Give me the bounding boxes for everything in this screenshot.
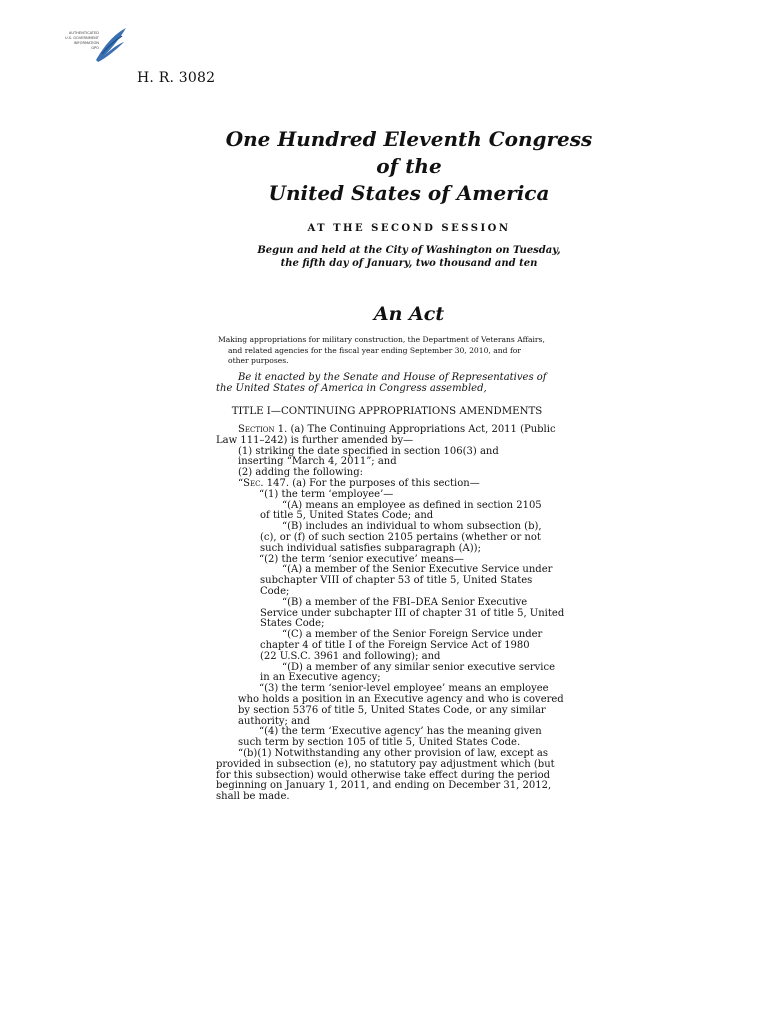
- purpose-statement: [218, 335, 558, 367]
- body-line: “(B) includes an individual to whom subsection (b),: [282, 521, 542, 533]
- body-line: “(3) the term ‘senior-level employee’ means an employee: [259, 683, 549, 695]
- body-line: (2) adding the following:: [238, 467, 363, 479]
- body-line: (1) striking the date specified in section 106(3) and: [238, 445, 499, 457]
- body-line: by section 5376 of title 5, United States Code, or any similar: [238, 704, 546, 716]
- body-line: such term by section 105 of title 5, United States Code.: [238, 737, 521, 749]
- body-line: subchapter VIII of chapter 53 of title 5, United States: [260, 575, 533, 587]
- body-line: Service under subchapter III of chapter 31 of title 5, United: [260, 607, 565, 619]
- body-line: in an Executive agency;: [260, 672, 381, 684]
- congress-title-line-2: of the: [376, 154, 442, 178]
- session-line: AT THE SECOND SESSION: [307, 223, 511, 234]
- body-line: “(2) the term ‘senior executive’ means—: [259, 553, 464, 565]
- congress-title-line-3: United States of America: [268, 181, 550, 205]
- logo-line-4: GPO: [91, 46, 99, 50]
- section-label: “Sec.: [238, 477, 264, 489]
- body-line: “(A) means an employee as defined in section 2105: [282, 499, 542, 511]
- logo-line-3: INFORMATION: [73, 41, 99, 45]
- body-line: “(4) the term ‘Executive agency’ has the meaning given: [259, 726, 542, 738]
- body-text: 147. (a) For the purposes of this section—: [263, 477, 480, 489]
- body-line: Law 111–242) is further amended by—: [216, 434, 414, 446]
- section-label: Section: [238, 424, 275, 435]
- body-line: Code;: [260, 585, 290, 597]
- body-line: who holds a position in an Executive agency and who is covered: [238, 693, 564, 705]
- body-line: States Code;: [260, 618, 325, 630]
- congress-title-line-1: One Hundred Eleventh Congress: [225, 127, 593, 151]
- purpose-line-3: other purposes.: [228, 356, 289, 366]
- begun-line-2: the fifth day of January, two thousand and ten: [280, 258, 538, 269]
- title-heading: TITLE I—CONTINUING APPROPRIATIONS AMENDMENTS: [231, 406, 543, 417]
- body-line: “(A) a member of the Senior Executive Service under: [282, 564, 553, 576]
- bill-number: H. R. 3082: [137, 70, 216, 86]
- body-line: (22 U.S.C. 3961 and following); and: [260, 650, 441, 662]
- logo-line-2: U.S. GOVERNMENT: [64, 36, 99, 40]
- body-line: shall be made.: [216, 791, 290, 803]
- bill-body: [216, 424, 565, 803]
- gpo-authenticated-seal: [52, 24, 130, 68]
- body-text: 1. (a) The Continuing Appropriations Act, 2011 (Public: [274, 424, 556, 435]
- body-line: “(D) a member of any similar senior executive service: [282, 661, 556, 673]
- begun-line-1: Begun and held at the City of Washington on Tuesday,: [257, 245, 561, 256]
- congress-title: [150, 126, 668, 207]
- begun-statement: [150, 244, 668, 270]
- body-line: for this subsection) would otherwise take effect during the period: [216, 769, 550, 781]
- enact-line-1: Be it enacted by the Senate and House of Representatives of: [238, 372, 547, 383]
- body-line: inserting “March 4, 2011”; and: [238, 456, 397, 468]
- an-act-heading: An Act: [373, 303, 445, 325]
- purpose-line-2: and related agencies for the fiscal year ending September 30, 2010, and for: [228, 345, 521, 355]
- body-line: chapter 4 of title I of the Foreign Service Act of 1980: [260, 639, 530, 651]
- logo-line-1: AUTHENTICATED: [68, 31, 99, 35]
- body-line: of title 5, United States Code; and: [260, 510, 434, 522]
- body-line: provided in subsection (e), no statutory pay adjustment which (but: [216, 758, 555, 770]
- enacting-clause: [216, 372, 558, 394]
- body-line: “(1) the term ‘employee’—: [259, 488, 394, 500]
- body-line: such individual satisfies subparagraph (A));: [260, 542, 481, 554]
- body-line: “(B) a member of the FBI–DEA Senior Executive: [282, 596, 528, 608]
- body-line: “(C) a member of the Senior Foreign Service under: [282, 629, 543, 641]
- body-line: “(b)(1) Notwithstanding any other provision of law, except as: [238, 747, 549, 759]
- body-line: authority; and: [238, 715, 310, 727]
- body-line: beginning on January 1, 2011, and ending on December 31, 2012,: [216, 780, 552, 792]
- purpose-line-1: Making appropriations for military construction, the Department of Veterans Affairs,: [218, 335, 545, 344]
- enact-line-2: the United States of America in Congress assembled,: [216, 383, 487, 394]
- body-line: (c), or (f) of such section 2105 pertains (whether or not: [260, 531, 541, 543]
